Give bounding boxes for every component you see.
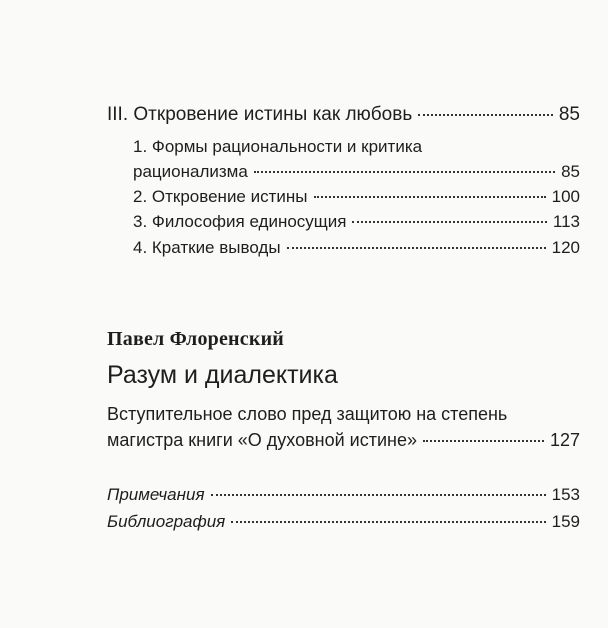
toc-entry-section-1[interactable] [133, 162, 580, 182]
dot-leader [418, 114, 553, 116]
toc-entry-label: 2. Откровение истины [133, 187, 308, 206]
toc-page-number: 85 [561, 162, 580, 181]
toc-page-number: 127 [549, 430, 580, 450]
toc-page-number: 113 [552, 212, 580, 231]
dot-leader [287, 247, 546, 249]
toc-entry-part-3[interactable] [107, 104, 580, 126]
toc-entry-section-1-line-1[interactable]: 1. Формы рациональности и критика [133, 137, 423, 156]
toc-entry-label: 4. Краткие выводы [133, 238, 281, 257]
dot-leader [423, 440, 544, 442]
dot-leader [314, 196, 546, 198]
toc-page-number: 120 [551, 238, 580, 257]
toc-entry-label: Библиография [107, 512, 226, 531]
toc-entry-notes[interactable] [107, 485, 580, 505]
toc-entry-section-4[interactable] [133, 238, 580, 258]
toc-entry-label: Примечания [107, 485, 205, 504]
toc-entry-label: магистра книги «О духовной истине» [107, 430, 417, 450]
toc-entry-section-3[interactable] [133, 212, 580, 232]
toc-entry-section-2[interactable] [133, 187, 580, 207]
toc-page-number: 85 [558, 104, 580, 125]
toc-entry-label: III. Откровение истины как любовь [107, 104, 413, 125]
toc-entry-label: рационализма [133, 162, 248, 181]
toc-page-number: 153 [551, 485, 580, 504]
dot-leader [211, 494, 546, 496]
dot-leader [231, 521, 545, 523]
work-title: Разум и диалектика [107, 361, 338, 389]
dot-leader [352, 221, 546, 223]
toc-entry-intro-line-1[interactable]: Вступительное слово пред защитою на степень [107, 404, 508, 424]
toc-entry-label: 3. Философия единосущия [133, 212, 347, 231]
toc-entry-intro[interactable] [107, 430, 580, 451]
dot-leader [254, 171, 555, 173]
toc-page-number: 100 [551, 187, 580, 206]
toc-entry-bibliography[interactable] [107, 512, 580, 532]
author-name: Павел Флоренский [107, 328, 285, 350]
toc-page-number: 159 [551, 512, 580, 531]
